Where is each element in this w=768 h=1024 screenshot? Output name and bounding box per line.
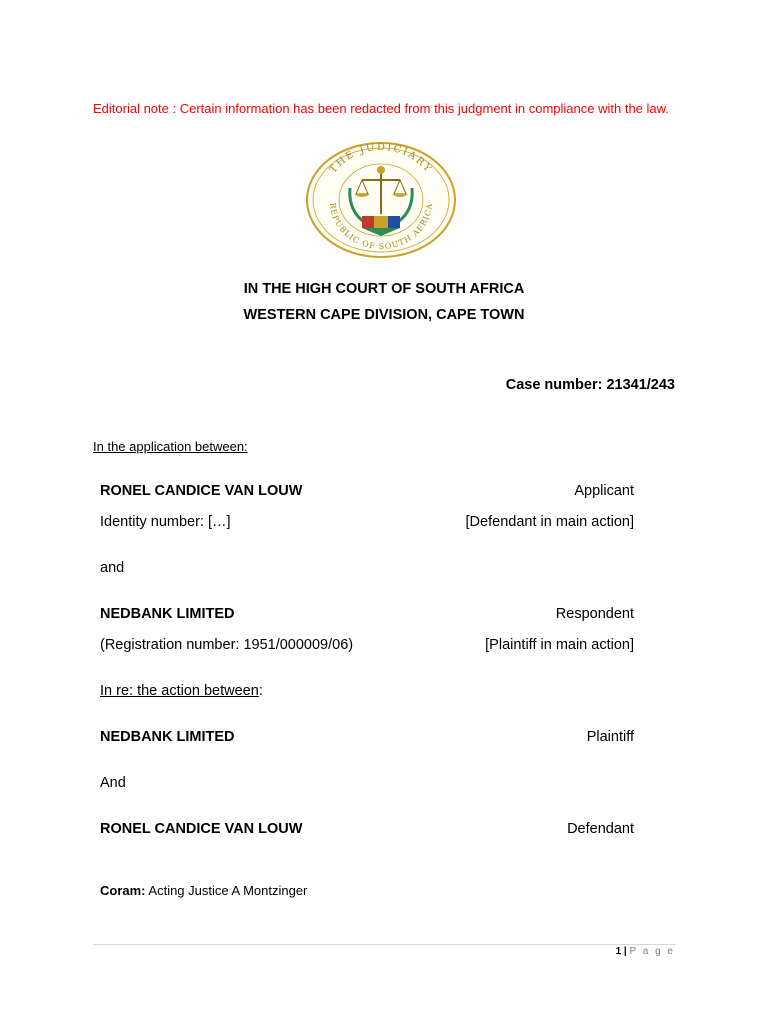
page-number: 1: [615, 946, 622, 957]
coram-label: Coram:: [100, 883, 146, 898]
plaintiff-row: [100, 729, 634, 749]
case-number: Case number: 21341/243: [505, 377, 675, 393]
page-label: P a g e: [629, 946, 675, 957]
in-re-row: [100, 683, 634, 703]
applicant-role: Applicant: [574, 483, 634, 499]
plaintiff-role: Plaintiff: [586, 729, 634, 745]
application-between-heading: In the application between:: [93, 439, 248, 454]
svg-text:THE JUDICIARY: THE JUDICIARY: [327, 141, 435, 176]
and-row: [100, 560, 634, 580]
applicant-name: RONEL CANDICE VAN LOUW: [100, 483, 303, 499]
in-re-text: In re: the action between: [100, 683, 259, 699]
footer-divider: [93, 944, 676, 945]
and-text: and: [100, 560, 125, 576]
editorial-note: Editorial note : Certain information has been redacted from this judgment in compliance with the law.: [93, 101, 669, 116]
respondent-role: Respondent: [555, 606, 634, 622]
coram-judge: Acting Justice A Montzinger: [145, 883, 308, 898]
applicant-details-row: [100, 514, 634, 534]
respondent-name: NEDBANK LIMITED: [100, 606, 235, 622]
respondent-sub-role: [Plaintiff in main action]: [485, 637, 634, 653]
page-footer: [616, 946, 675, 957]
defendant-row: [100, 821, 634, 841]
defendant-name: RONEL CANDICE VAN LOUW: [100, 821, 303, 837]
page-separator: |: [621, 946, 630, 957]
judiciary-seal-logo: [304, 138, 458, 258]
defendant-role: Defendant: [567, 821, 634, 837]
applicant-id-number: Identity number: […]: [100, 514, 231, 530]
respondent-row: [100, 606, 634, 626]
and-row-2: [100, 775, 634, 795]
coram-line: [100, 883, 307, 898]
applicant-row: [100, 483, 634, 503]
in-re-heading: [100, 683, 263, 699]
court-division: WESTERN CAPE DIVISION, CAPE TOWN: [243, 307, 525, 323]
in-re-colon: :: [258, 683, 263, 699]
respondent-details-row: [100, 637, 634, 657]
respondent-registration-number: (Registration number: 1951/000009/06): [100, 637, 354, 653]
applicant-sub-role: [Defendant in main action]: [465, 514, 634, 530]
court-name: IN THE HIGH COURT OF SOUTH AFRICA: [243, 281, 525, 297]
svg-text:REPUBLIC OF SOUTH AFRICA: REPUBLIC OF SOUTH AFRICA: [327, 202, 435, 252]
and-text-2: And: [100, 775, 126, 791]
plaintiff-name: NEDBANK LIMITED: [100, 729, 235, 745]
